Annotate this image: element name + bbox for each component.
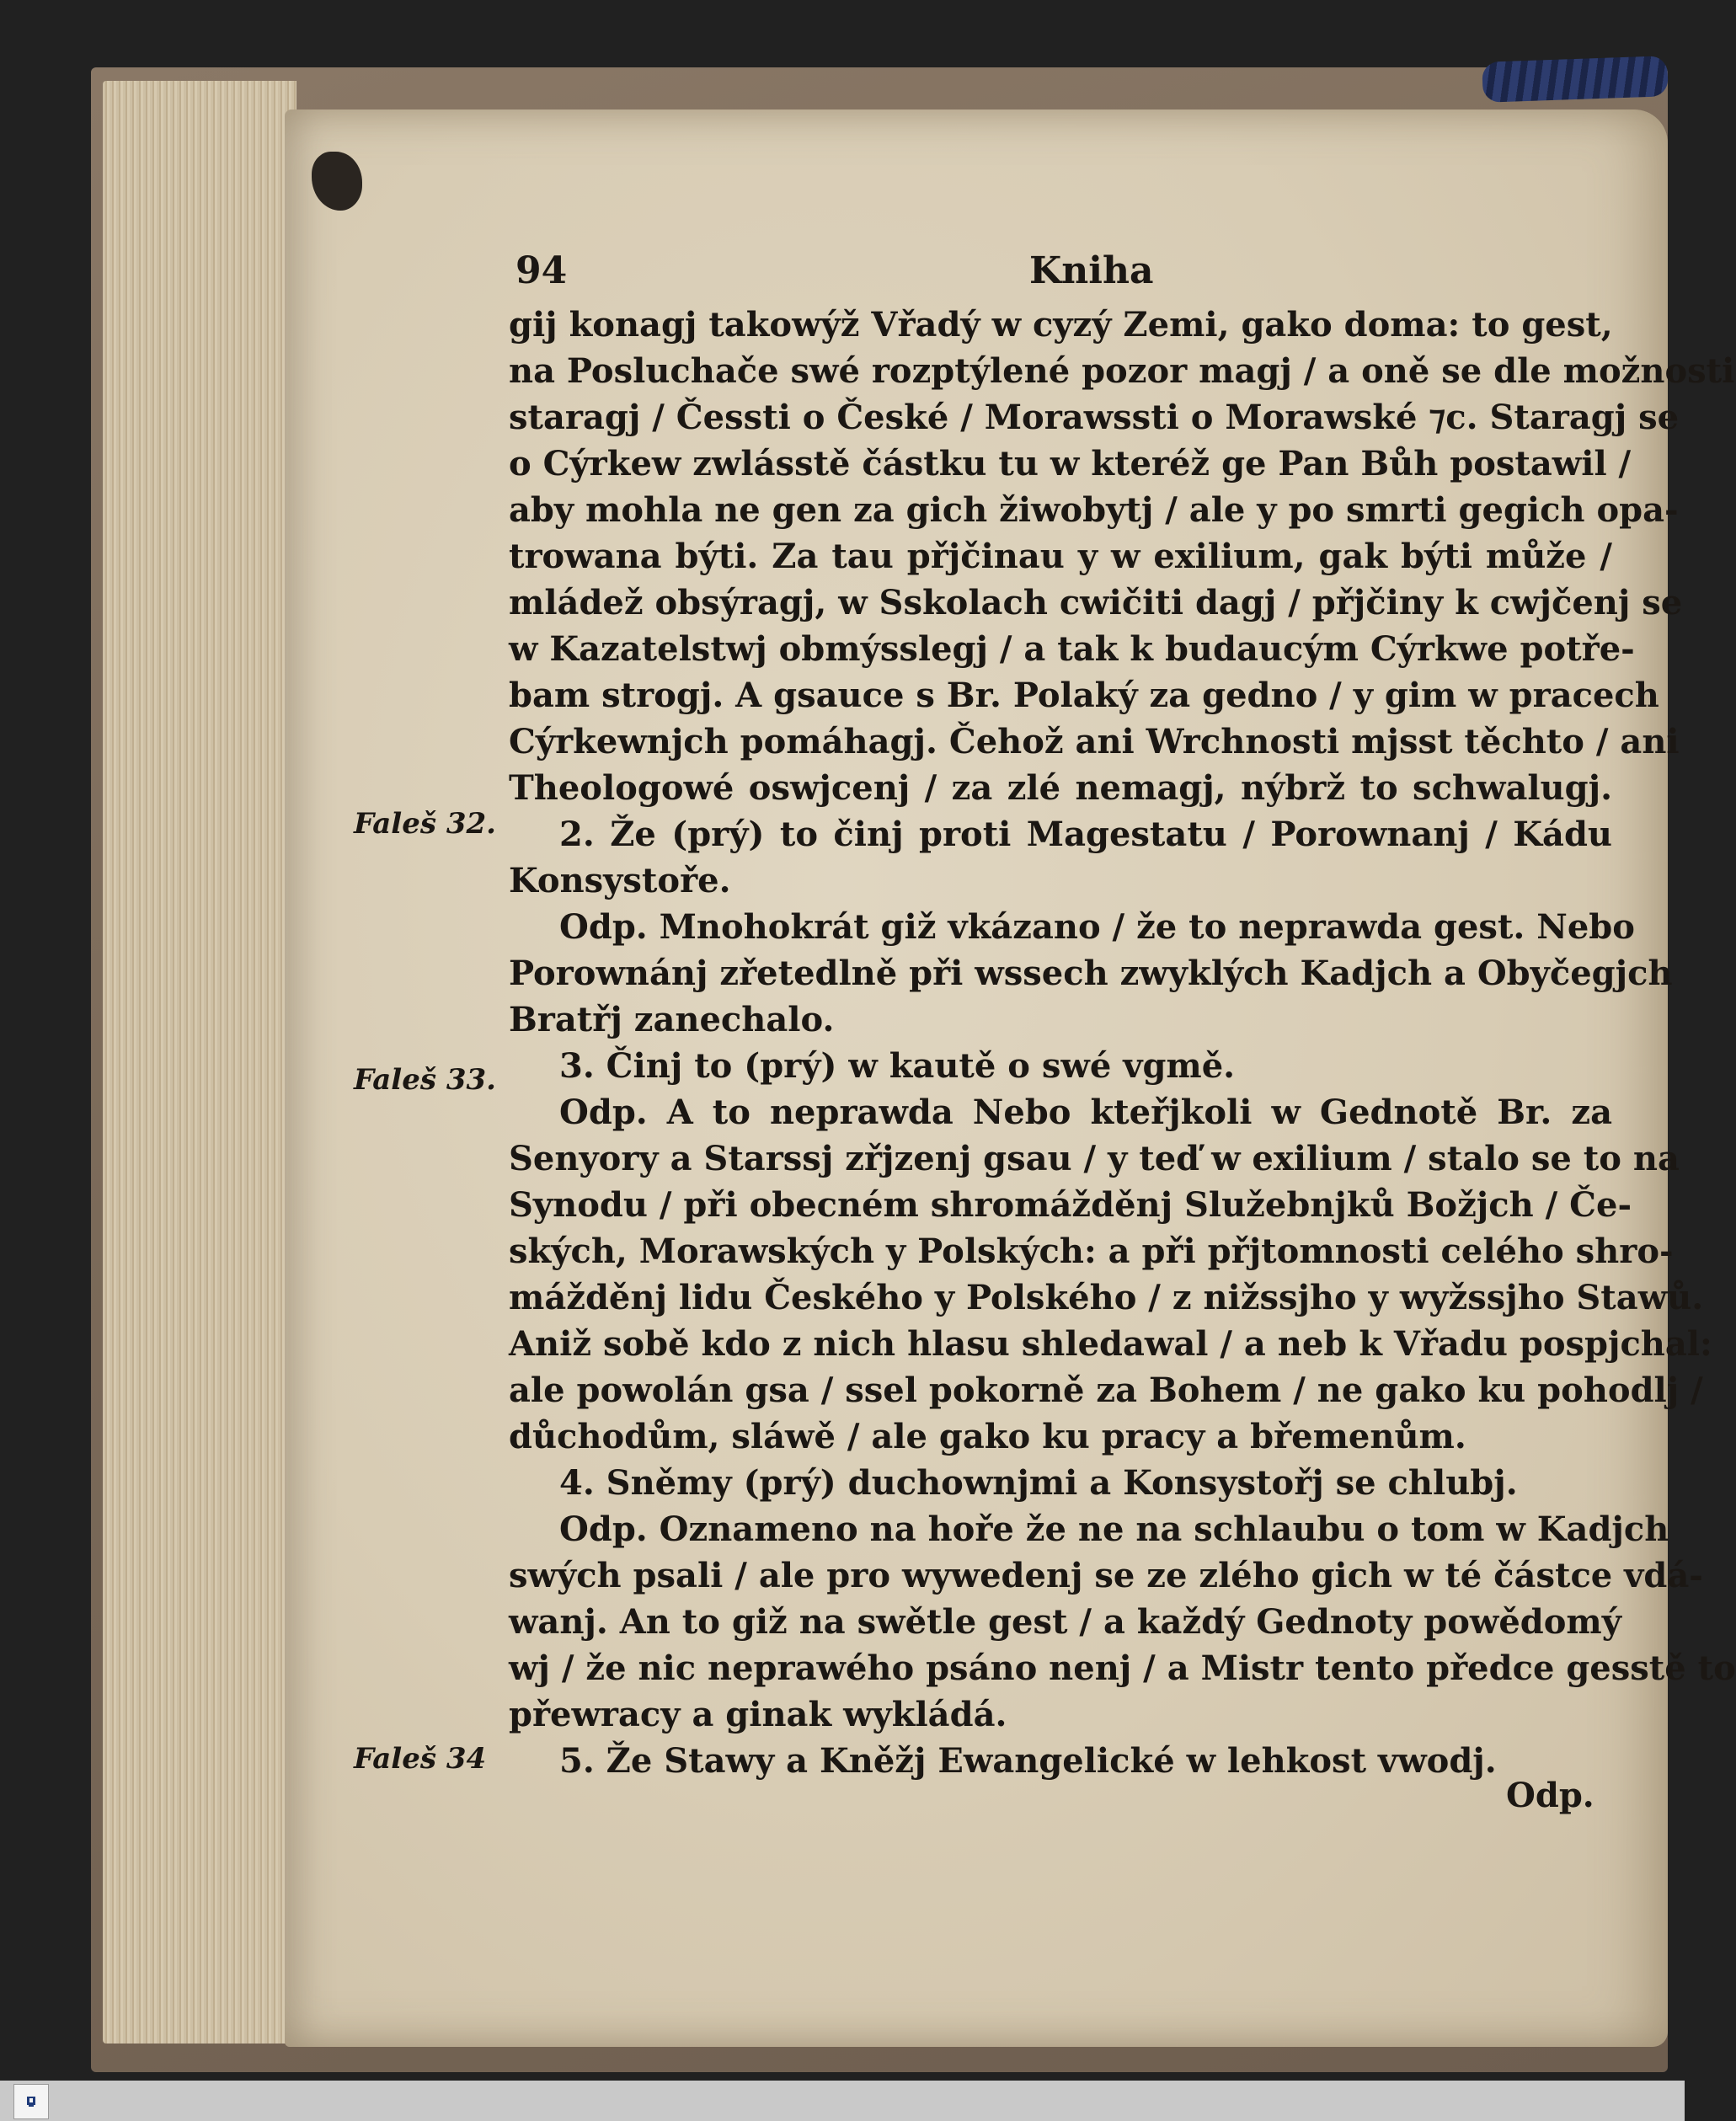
text-line: swých psali / ale pro wywedenj se ze zlého gich w té částce vdá- [509, 1556, 1703, 1595]
text-line: Odp. Oznameno na hoře že ne na schlaubu o tom w Kadjch [559, 1509, 1669, 1549]
catchword: Odp. [1506, 1776, 1594, 1815]
page-body-text [509, 302, 1736, 1784]
text-line: Porownánj zřetedlně při wssech zwyklých Kadjch a Obyčegjch [509, 954, 1673, 993]
margin-note: Faleš 33. [354, 1063, 496, 1097]
text-line: wanj. An to giž na swětle gest / a každý Gednoty powědomý [509, 1602, 1621, 1642]
text-line: bam strogj. A gsauce s Br. Polaký za gedno / y gim w pracech [509, 676, 1659, 715]
page-edges [103, 81, 296, 2044]
text-line: 4. Sněmy (prý) duchownjmi a Konsystořj se chlubj. [559, 1463, 1518, 1503]
text-line: Aniž sobě kdo z nich hlasu shledawal / a neb k Vřadu pospjchal: [509, 1324, 1712, 1364]
text-line: Cýrkewnjch pomáhagj. Čehož ani Wrchnosti mjsst těchto / ani [509, 722, 1680, 761]
margin-note: Faleš 34 [354, 1742, 487, 1776]
text-line: důchodům, sláwě / ale gako ku pracy a břemenům. [509, 1417, 1466, 1456]
library-logo-icon [13, 2084, 49, 2119]
text-line: Senyory a Starssj zřjzenj gsau / y teď w exilium / stalo se to na [509, 1139, 1680, 1178]
running-head: Kniha [1029, 249, 1154, 292]
text-line: w Kazatelstwj obmýsslegj / a tak k budaucým Cýrkwe potře- [509, 629, 1635, 669]
text-line: gij konagj takowýž Vřadý w cyzý Zemi, gako doma: to gest, [509, 305, 1613, 345]
viewer-bottom-bar [0, 2081, 1685, 2121]
text-line: Synodu / při obecném shromážděnj Služebnjků Božjch / Če- [509, 1185, 1632, 1225]
text-line: Odp. Mnohokrát giž vkázano / že to neprawda gest. Nebo [559, 907, 1635, 947]
text-line: přewracy a ginak wykládá. [509, 1695, 1007, 1734]
text-line: staragj / Čessti o České / Morawssti o Morawské ⁊c. Staragj se [509, 398, 1680, 437]
text-line: mážděnj lidu Českého y Polského / z nižssjho y wyžssjho Stawů. [509, 1278, 1704, 1317]
page-number: 94 [515, 249, 568, 292]
text-line: Theologowé oswjcenj / za zlé nemagj, nýbrž to schwalugj. [509, 768, 1612, 808]
bookmark-ribbon [1482, 56, 1669, 103]
text-line: ských, Morawských y Polských: a při přjtomnosti celého shro- [509, 1231, 1674, 1271]
text-line: wj / že nic neprawého psáno nenj / a Mistr tento předce gesstě to [509, 1648, 1736, 1688]
text-line: mládež obsýragj, w Sskolach cwičiti dagj / přjčiny k cwjčenj se [509, 583, 1683, 622]
text-line: aby mohla ne gen za gich žiwobytj / ale y po smrti gegich opa- [509, 490, 1679, 530]
text-line: Bratřj zanechalo. [509, 1000, 835, 1039]
text-line: Konsystoře. [509, 861, 731, 900]
text-line: trowana býti. Za tau přjčinau y w exilium, gak býti může / [509, 537, 1612, 576]
text-line: 5. Že Stawy a Kněžj Ewangelické w lehkost vwodj. [559, 1741, 1497, 1781]
text-line: na Posluchače swé rozptýlené pozor magj / a oně se dle možnosti [509, 351, 1735, 391]
text-line: Odp. A to neprawda Nebo kteřjkoli w Gednotě Br. za [559, 1093, 1612, 1132]
text-line: o Cýrkew zwlásstě částku tu w kteréž ge Pan Bůh postawil / [509, 444, 1632, 484]
text-line: 3. Činj to (prý) w kautě o swé vgmě. [559, 1046, 1236, 1086]
margin-note: Faleš 32. [354, 807, 496, 841]
text-line: 2. Že (prý) to činj proti Magestatu / Porownanj / Kádu [559, 815, 1612, 854]
text-line: ale powolán gsa / ssel pokorně za Bohem / ne gako ku pohodlj / [509, 1370, 1703, 1410]
library-emblem-icon [24, 2095, 38, 2108]
